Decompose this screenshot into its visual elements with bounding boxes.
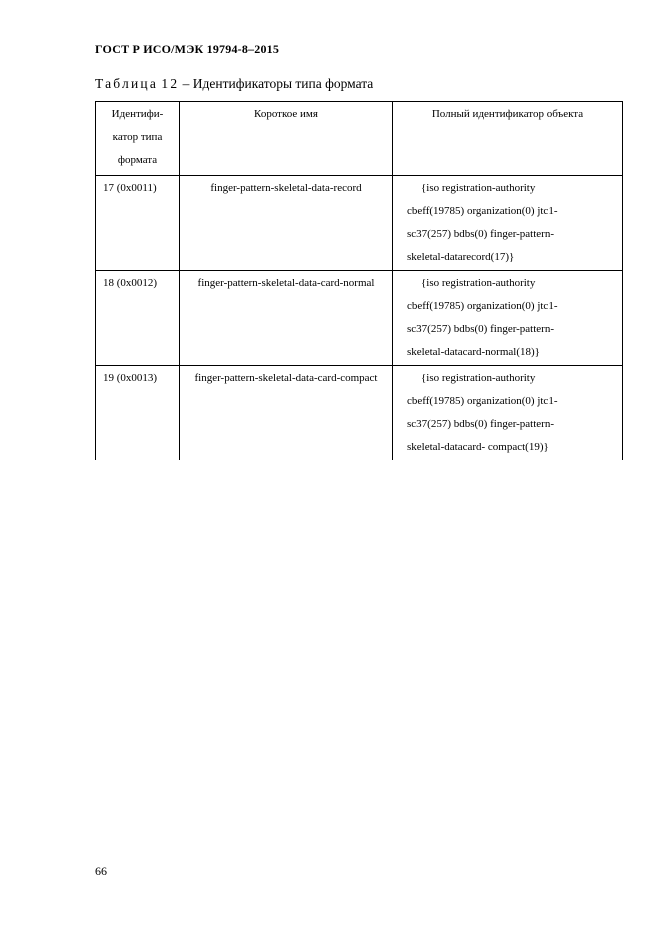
page-number: 66 xyxy=(95,864,107,878)
table-caption-text: – Идентификаторы типа формата xyxy=(179,76,374,91)
oid-first-line: {iso registration-authority xyxy=(421,182,536,194)
format-id-cell: 17 (0x0011) xyxy=(96,176,180,271)
header-full-oid: Полный идентификатор объекта xyxy=(393,102,623,176)
header-format-id: Идентифи-катор типа формата xyxy=(96,102,180,176)
short-name-cell: finger-pattern-skeletal-data-record xyxy=(180,176,393,271)
oid-continuation: cbeff(19785) organization(0) jtc1-sc37(257) bdbs(0) finger-pattern-skeletal-datacard- compact(19)} xyxy=(407,395,558,453)
oid-first-line: {iso registration-authority xyxy=(421,372,536,384)
table-row xyxy=(96,176,623,271)
short-name-cell: finger-pattern-skeletal-data-card-normal xyxy=(180,271,393,366)
oid-continuation: cbeff(19785) organization(0) jtc1-sc37(257) bdbs(0) finger-pattern-skeletal-datacard-normal(18)} xyxy=(407,300,558,358)
object-identifier-cell xyxy=(393,366,623,461)
table-row xyxy=(96,271,623,366)
oid-continuation: cbeff(19785) organization(0) jtc1-sc37(257) bdbs(0) finger-pattern-skeletal-datarecord(17)} xyxy=(407,205,558,263)
header-short-name: Короткое имя xyxy=(180,102,393,176)
object-identifier-cell xyxy=(393,271,623,366)
table-header-row xyxy=(96,102,623,176)
short-name-cell: finger-pattern-skeletal-data-card-compact xyxy=(180,366,393,461)
table-row xyxy=(96,366,623,461)
format-id-cell: 18 (0x0012) xyxy=(96,271,180,366)
object-identifier-cell xyxy=(393,176,623,271)
document-header: ГОСТ Р ИСО/МЭК 19794-8–2015 xyxy=(95,42,280,56)
table-caption-label: Таблица xyxy=(95,76,159,91)
table-caption xyxy=(95,76,373,92)
table-caption-number: 12 xyxy=(161,76,180,91)
format-id-cell: 19 (0x0013) xyxy=(96,366,180,461)
oid-first-line: {iso registration-authority xyxy=(421,277,536,289)
format-type-table xyxy=(95,101,623,460)
